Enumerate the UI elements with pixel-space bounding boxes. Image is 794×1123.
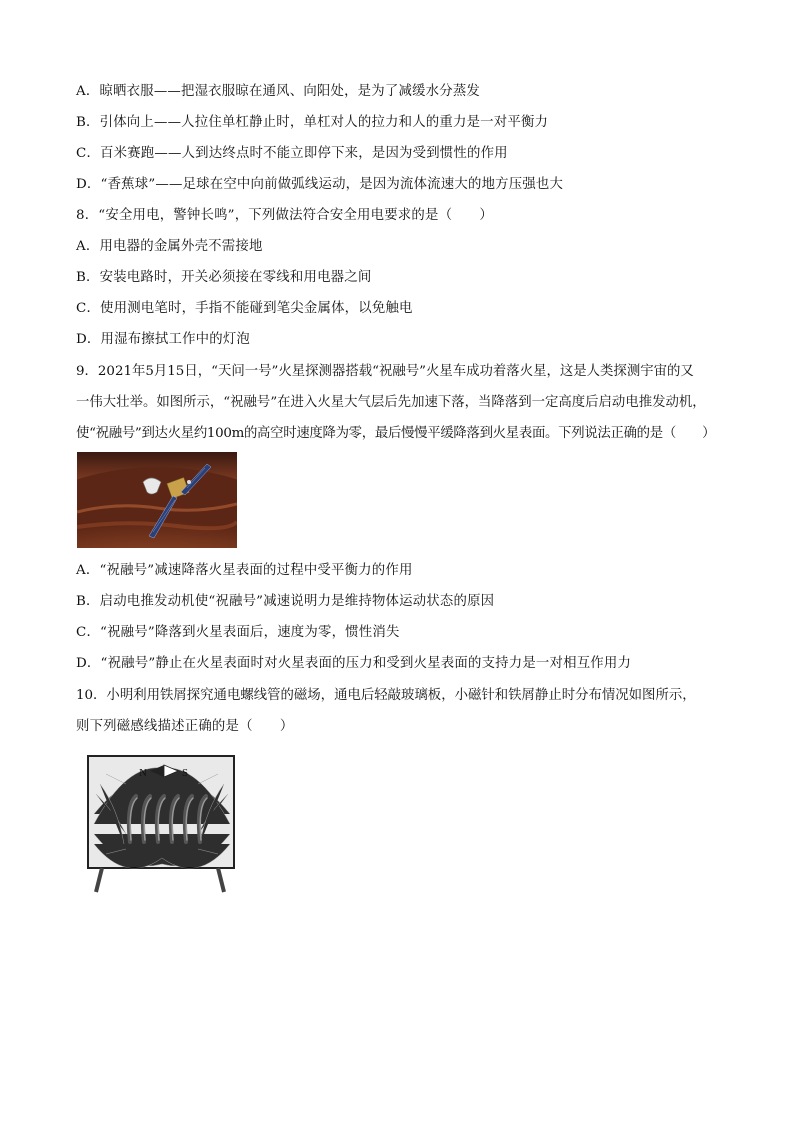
q9-stem-line2: 一伟大壮举。如图所示，“祝融号”在进入火星大气层后先加速下落，当降落到一定高度后启动电推发动机， xyxy=(76,395,706,410)
q9-option-a: A．“祝融号”减速降落火星表面的过程中受平衡力的作用 xyxy=(76,563,413,578)
q10-stem-line2: 则下列磁感线描述正确的是（ ） xyxy=(76,719,294,734)
needle-south-label: S xyxy=(182,767,189,779)
q7-option-c: C．百米赛跑——人到达终点时不能立即停下来，是因为受到惯性的作用 xyxy=(76,146,508,161)
q8-option-d: D．用湿布擦拭工作中的灯泡 xyxy=(76,332,251,347)
solenoid-iron-filings-figure xyxy=(86,754,238,896)
q8-option-a: A．用电器的金属外壳不需接地 xyxy=(76,239,263,254)
q8-option-c: C．使用测电笔时，手指不能碰到笔尖金属体，以免触电 xyxy=(76,301,413,316)
q8-option-b: B．安装电路时，开关必须接在零线和用电器之间 xyxy=(76,270,372,285)
q9-option-c: C．“祝融号”降落到火星表面后，速度为零，惯性消失 xyxy=(76,625,400,640)
q10-stem-line1: 10．小明利用铁屑探究通电螺线管的磁场，通电后轻敲玻璃板，小磁针和铁屑静止时分布情况如图所示， xyxy=(76,688,696,703)
q9-stem-line1: 9．2021年5月15日，“天问一号”火星探测器搭载“祝融号”火星车成功着落火星，这是人类探测宇宙的又 xyxy=(76,364,694,379)
q8-stem: 8．“安全用电，警钟长鸣”，下列做法符合安全用电要求的是（ ） xyxy=(76,208,493,223)
needle-north-label: N xyxy=(139,767,147,779)
q7-option-b: B．引体向上——人拉住单杠静止时，单杠对人的拉力和人的重力是一对平衡力 xyxy=(76,115,549,130)
q9-option-b: B．启动电推发动机使“祝融号”减速说明力是维持物体运动状态的原因 xyxy=(76,594,495,609)
mars-probe-figure xyxy=(77,452,237,548)
q7-option-d: D．“香蕉球”——足球在空中向前做弧线运动，是因为流体流速大的地方压强也大 xyxy=(76,177,564,192)
q9-stem-line3: 使“祝融号”到达火星约100m的高空时速度降为零，最后慢慢平缓降落到火星表面。下列说法正确的是（ ） xyxy=(76,426,716,441)
q7-option-a: A．晾晒衣服——把湿衣服晾在通风、向阳处，是为了减缓水分蒸发 xyxy=(76,84,480,99)
q9-option-d: D．“祝融号”静止在火星表面时对火星表面的压力和受到火星表面的支持力是一对相互作用力 xyxy=(76,656,632,671)
